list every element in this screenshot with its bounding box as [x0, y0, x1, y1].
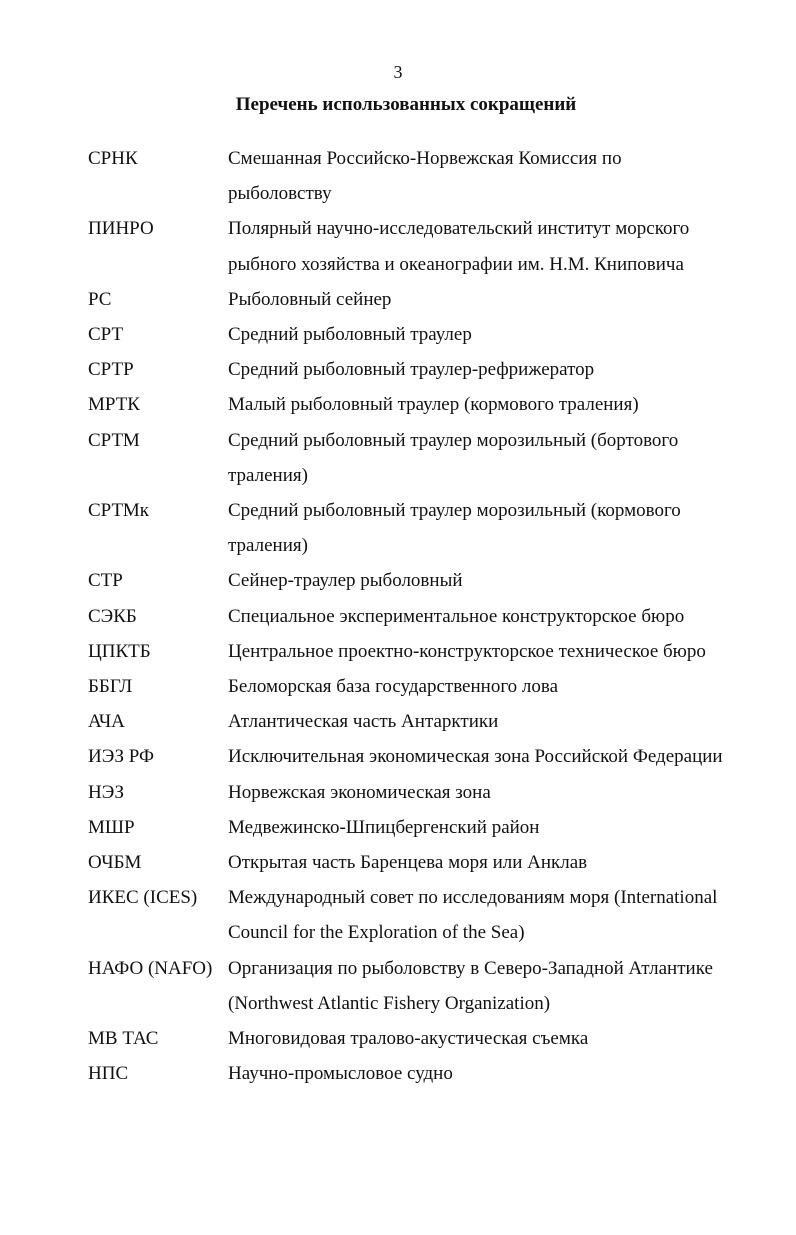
abbreviation-row	[88, 880, 728, 950]
abbreviation-row	[88, 845, 728, 880]
abbreviation-row	[88, 951, 728, 1021]
abbreviation-definition: Средний рыболовный траулер морозильный (кормового траления)	[228, 500, 681, 557]
abbreviation-term: СРТМк	[88, 500, 149, 522]
abbreviation-row	[88, 423, 728, 493]
abbreviation-row	[88, 634, 728, 669]
abbreviation-row	[88, 739, 728, 774]
abbreviation-term: МРТК	[88, 394, 140, 416]
abbreviation-definition: Сейнер-траулер рыболовный	[228, 570, 463, 592]
abbreviation-row	[88, 563, 728, 598]
abbreviation-definition: Международный совет по исследованиям моря (International Council for the Exploration of the Sea)	[228, 887, 718, 944]
abbreviation-term: ИЭЗ РФ	[88, 746, 155, 768]
abbreviation-definition: Смешанная Российско-Норвежская Комиссия по рыболовству	[228, 148, 622, 205]
abbreviation-term: АЧА	[88, 711, 125, 733]
abbreviation-row	[88, 599, 728, 634]
abbreviation-list	[88, 141, 728, 1091]
abbreviation-definition: Средний рыболовный траулер морозильный (бортового траления)	[228, 429, 679, 486]
abbreviation-term: МШР	[88, 816, 135, 838]
abbreviation-term: СРТМ	[88, 429, 140, 451]
abbreviation-row	[88, 317, 728, 352]
abbreviation-definition: Рыболовный сейнер	[228, 288, 392, 310]
abbreviation-term: СРТР	[88, 359, 134, 381]
abbreviation-definition: Исключительная экономическая зона Российской Федерации	[228, 746, 723, 768]
abbreviation-definition: Полярный научно-исследовательский институт морского рыбного хозяйства и океанографии им. Н.М. Книповича	[228, 218, 690, 275]
page-title: Перечень использованных сокращений	[235, 94, 577, 115]
abbreviation-term: НАФО (NAFO)	[88, 957, 213, 979]
abbreviation-term: СЭКБ	[88, 605, 137, 627]
abbreviation-definition: Центральное проектно-конструкторское техническое бюро	[228, 640, 706, 662]
abbreviation-row	[88, 211, 728, 281]
abbreviation-row	[88, 493, 728, 563]
abbreviation-definition: Многовидовая тралово-акустическая съемка	[228, 1028, 589, 1050]
abbreviation-row	[88, 1056, 728, 1091]
abbreviation-row	[88, 704, 728, 739]
abbreviation-definition: Организация по рыболовству в Северо-Западной Атлантике (Northwest Atlantic Fishery Organization)	[228, 957, 713, 1014]
abbreviation-term: СТР	[88, 570, 123, 592]
abbreviation-term: РС	[88, 288, 112, 310]
abbreviation-definition: Норвежская экономическая зона	[228, 781, 491, 803]
abbreviation-row	[88, 141, 728, 211]
abbreviation-term: НПС	[88, 1063, 129, 1085]
abbreviation-definition: Научно-промысловое судно	[228, 1063, 453, 1085]
abbreviation-definition: Беломорская база государственного лова	[228, 676, 559, 698]
abbreviation-definition: Медвежинско-Шпицбергенский район	[228, 816, 540, 838]
abbreviation-term: СРТ	[88, 324, 124, 346]
abbreviation-definition: Малый рыболовный траулер (кормового траления)	[228, 394, 639, 416]
page-number: 3	[393, 62, 403, 82]
abbreviation-row	[88, 1021, 728, 1056]
abbreviation-row	[88, 775, 728, 810]
abbreviation-term: ЦПКТБ	[88, 640, 151, 662]
abbreviation-term: ББГЛ	[88, 676, 133, 698]
abbreviation-definition: Средний рыболовный траулер-рефрижератор	[228, 359, 595, 381]
abbreviation-term: МВ ТАС	[88, 1028, 159, 1050]
abbreviation-term: НЭЗ	[88, 781, 125, 803]
abbreviation-row	[88, 810, 728, 845]
abbreviation-term: СРНК	[88, 148, 138, 169]
abbreviation-row	[88, 282, 728, 317]
abbreviation-row	[88, 352, 728, 387]
abbreviation-row	[88, 387, 728, 422]
abbreviation-row	[88, 669, 728, 704]
abbreviation-definition: Открытая часть Баренцева моря или Анклав	[228, 852, 588, 874]
abbreviation-term: ПИНРО	[88, 218, 154, 240]
abbreviation-term: ОЧБМ	[88, 852, 142, 874]
abbreviation-definition: Средний рыболовный траулер	[228, 324, 472, 346]
abbreviation-definition: Атлантическая часть Антарктики	[228, 711, 499, 733]
abbreviation-term: ИКЕС (ICES)	[88, 887, 198, 909]
abbreviation-definition: Специальное экспериментальное конструкторское бюро	[228, 605, 685, 627]
